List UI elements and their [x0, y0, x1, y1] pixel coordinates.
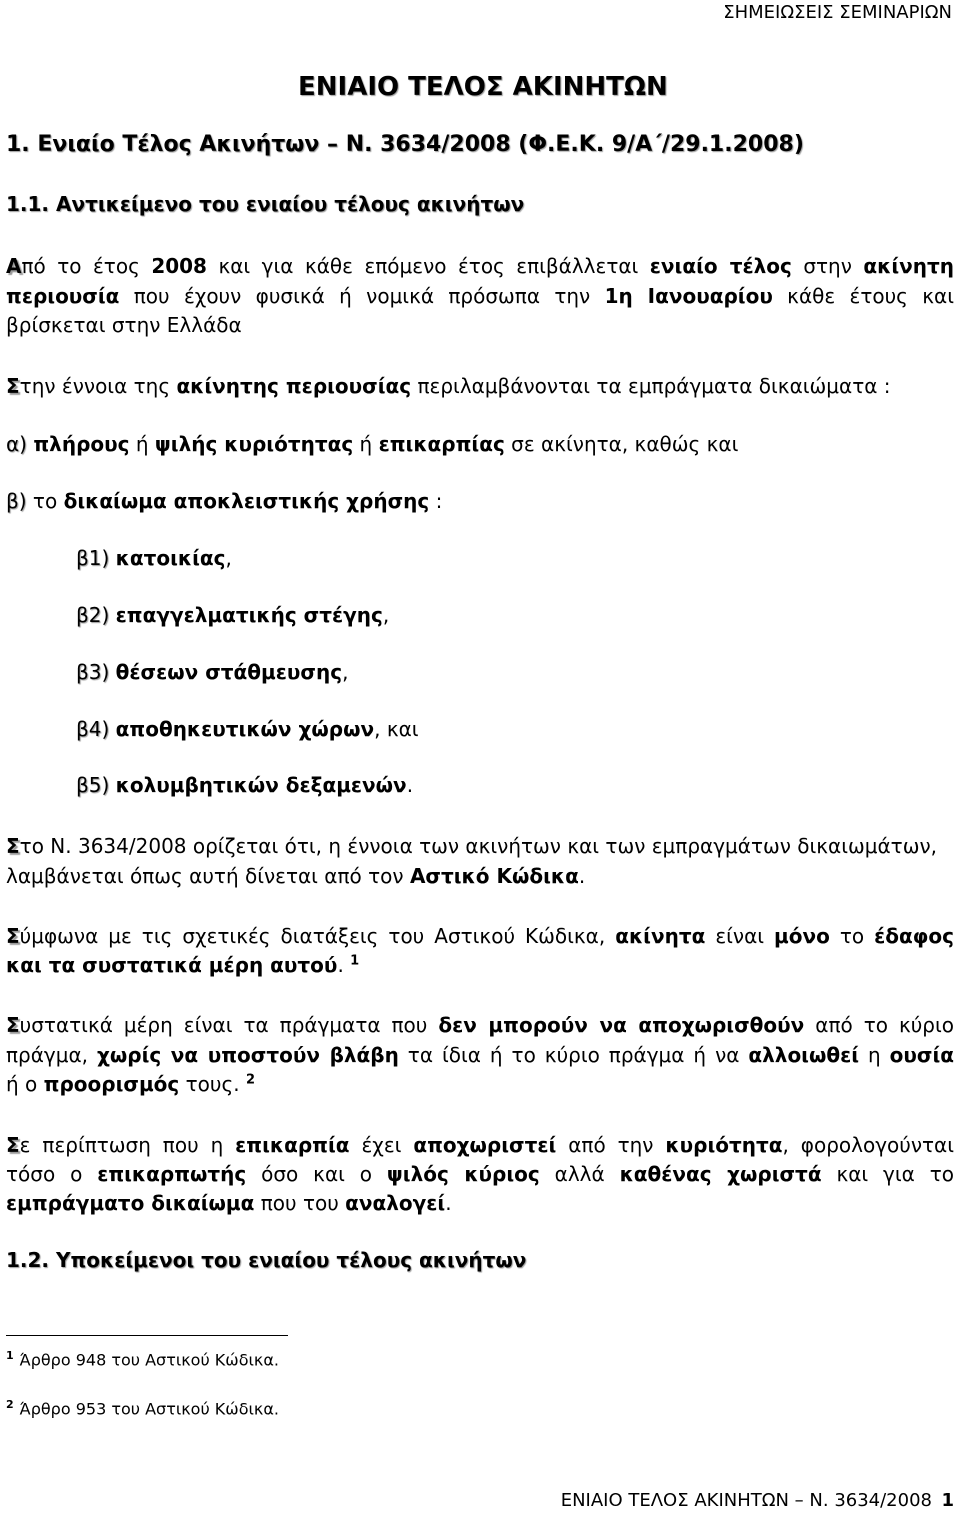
paragraph-6-line-3: εμπράγματο δικαίωμα που του αναλογεί.: [6, 1191, 452, 1215]
paragraph-6-line-2: τόσο ο επικαρπωτής όσο και ο ψιλός κύριος αλλά καθένας χωριστά και για το: [6, 1162, 955, 1186]
footnote-1: $^1$ Άρθρο 948 του Αστικού Κώδικα.: [6, 1349, 279, 1370]
list-item-a: α) πλήρους ή ψιλής κυριότητας ή επικαρπίας σε ακίνητα, καθώς και: [6, 432, 739, 456]
section-heading-1-2: 1.2. Υποκείμενοι του ενιαίου τέλους ακινήτων: [6, 1248, 527, 1272]
sub-item: β2) επαγγελματικής στέγης,: [76, 603, 390, 627]
document-title: ΕΝΙΑΙΟ ΤΕΛΟΣ ΑΚΙΝΗΤΩΝ: [298, 72, 668, 102]
list-item-b: β) το δικαίωμα αποκλειστικής χρήσης :: [6, 489, 443, 513]
paragraph-2: Στην έννοια της ακίνητης περιουσίας περιλαμβάνονται τα εμπράγματα δικαιώματα :: [6, 374, 891, 398]
paragraph-3-line-2: λαμβάνεται όπως αυτή δίνεται από τον Αστικό Κώδικα.: [6, 864, 586, 888]
sub-item: β5) κολυμβητικών δεξαμενών.: [76, 773, 414, 797]
section-heading-1: 1. Ενιαίο Τέλος Ακινήτων – Ν. 3634/2008 (Φ.Ε.Κ. 9/Α΄/29.1.2008): [6, 132, 804, 157]
footnote-ref-1[interactable]: 1: [350, 953, 360, 969]
footnote-2: $^2$ Άρθρο 953 του Αστικού Κώδικα.: [6, 1398, 279, 1419]
paragraph-1-line-3: βρίσκεται στην Ελλάδα: [6, 313, 242, 337]
sub-item: β4) αποθηκευτικών χώρων, και: [76, 717, 419, 741]
paragraph-4-line-1: Σύμφωνα με τις σχετικές διατάξεις του Αστικού Κώδικα, ακίνητα είναι μόνο το έδαφος: [6, 924, 954, 948]
section-heading-1-1: 1.1. Αντικείμενο του ενιαίου τέλους ακινήτων: [6, 192, 525, 216]
paragraph-5-line-3: ή ο προορισμός τους. $^2$: [6, 1072, 255, 1096]
paragraph-5-line-2: πράγμα, χωρίς να υποστούν βλάβη τα ίδια ή το κύριο πράγμα ή να αλλοιωθεί η ουσία: [6, 1043, 954, 1067]
paragraph-6-line-1: Σε περίπτωση που η επικαρπία έχει αποχωριστεί από την κυριότητα, φορολογούνται: [6, 1133, 955, 1157]
running-footer: ΕΝΙΑΙΟ ΤΕΛΟΣ ΑΚΙΝΗΤΩΝ – Ν. 3634/2008: [560, 1490, 932, 1511]
sub-item: β1) κατοικίας,: [76, 546, 232, 570]
paragraph-3-line-1: Στο Ν. 3634/2008 ορίζεται ότι, η έννοια των ακινήτων και των εμπραγμάτων δικαιωμάτων,: [6, 834, 937, 858]
paragraph-4-line-2: και τα συστατικά μέρη αυτού. $^1$: [6, 953, 360, 977]
running-header: ΣΗΜΕΙΩΣΕΙΣ ΣΕΜΙΝΑΡΙΩΝ: [723, 2, 952, 23]
sub-item: β3) θέσεων στάθμευσης,: [76, 660, 349, 684]
page-number: 1: [941, 1490, 954, 1511]
paragraph-1-line-2: περιουσία που έχουν φυσικά ή νομικά πρόσωπα την 1η Ιανουαρίου κάθε έτους και: [6, 284, 955, 308]
paragraph-5-line-1: Συστατικά μέρη είναι τα πράγματα που δεν μπορούν να αποχωρισθούν από το κύριο: [6, 1013, 954, 1037]
footnote-ref-2[interactable]: 2: [245, 1072, 255, 1088]
footnote-divider: [6, 1335, 288, 1336]
paragraph-1-line-1: Από το έτος 2008 και για κάθε επόμενο έτος επιβάλλεται ενιαίο τέλος στην ακίνητη: [6, 254, 954, 278]
